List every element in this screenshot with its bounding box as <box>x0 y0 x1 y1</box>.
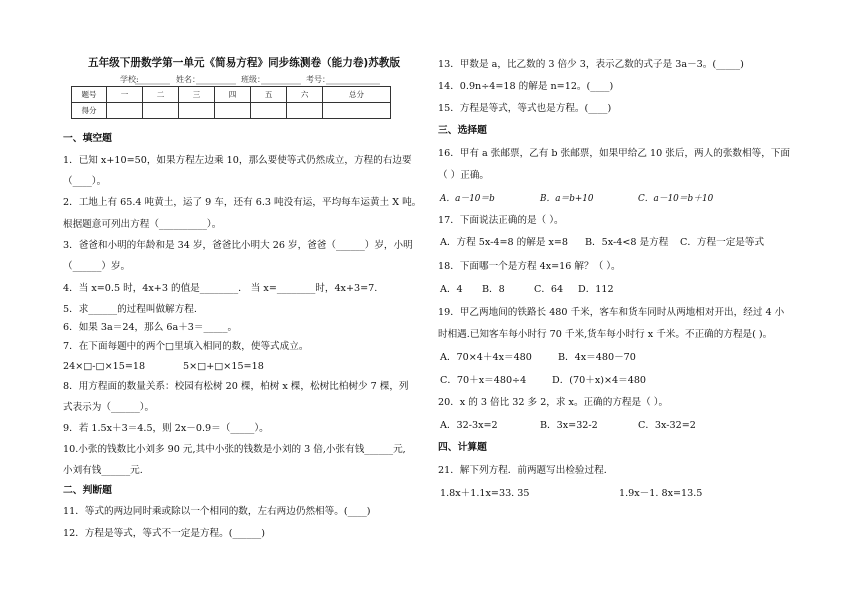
section-heading-choice: 三、选择题 <box>438 125 487 136</box>
name-field: 姓名： <box>176 75 200 84</box>
option-q16-b[interactable]: B．a＝b+10 <box>540 194 594 204</box>
question-line: 19．甲乙两地间的铁路长 480 千米，客车和货车同时从两地相对开出，经过 4 小 <box>438 307 785 318</box>
question-line: 15．方程是等式，等式也是方程。(____) <box>438 103 612 114</box>
class-field: 班级： <box>241 75 265 84</box>
question-line: 6．如果 3a＝24，那么 6a＋3＝_____。 <box>63 322 238 333</box>
question-line: 2．工地上有 65.4 吨黄土，运了 9 车，还有 6.3 吨没有运，平均每车运黄土 X 吨。 <box>63 197 422 208</box>
score-input-cell[interactable] <box>143 103 179 119</box>
question-line: 1．已知 x+10=50，如果方程左边乘 10，那么要使等式仍然成立，方程的右边要 <box>63 155 412 166</box>
exam-title: 五年级下册数学第一单元《简易方程》同步练测卷（能力卷)苏教版 <box>88 57 401 69</box>
exam-number-field: 考号： <box>306 75 330 84</box>
score-cell: 六 <box>287 87 323 103</box>
section-heading-judgment: 二、判断题 <box>63 485 112 496</box>
score-input-cell[interactable] <box>251 103 287 119</box>
option-q18-d[interactable]: D．112 <box>578 284 614 295</box>
score-table <box>71 86 391 119</box>
score-cell: 二 <box>143 87 179 103</box>
question-line: 17．下面说法正确的是（ ）。 <box>438 215 564 226</box>
question-line: 14．0.9n÷4=18 的解是 n=12。(____) <box>438 81 614 92</box>
option-q20-c[interactable]: C．3x-32=2 <box>638 420 696 431</box>
question-line: 5．求______的过程叫做解方程. <box>63 304 197 315</box>
question-line: 24×□-□×15=18 <box>63 361 146 372</box>
question-line: 21．解下列方程．前两题写出检验过程． <box>438 465 614 476</box>
option-q20-a[interactable]: A．32-3x=2 <box>440 420 498 431</box>
option-q19-b[interactable]: B．4x＝480－70 <box>558 352 636 363</box>
score-cell: 总分 <box>323 87 391 103</box>
option-q17-b[interactable]: B．5x-4<8 是方程 <box>585 237 669 248</box>
question-line: 13．甲数是 a，比乙数的 3 倍少 3，表示乙数的式子是 3a－3。(_____) <box>438 59 744 70</box>
question-line: 18．下面哪一个是方程 4x=16 解？（ ）。 <box>438 261 621 272</box>
school-field: 学校: <box>120 75 139 84</box>
question-line: 根据题意可列出方程（__________）。 <box>63 219 222 230</box>
option-q17-a[interactable]: A．方程 5x-4=8 的解是 x=8 <box>440 237 569 248</box>
score-input-cell[interactable] <box>215 103 251 119</box>
question-line: （____）。 <box>63 176 107 187</box>
question-line: 3．爸爸和小明的年龄和是 34 岁，爸爸比小明大 26 岁，爸爸（______）岁，小明 <box>63 240 413 251</box>
option-q18-b[interactable]: B．8 <box>482 284 505 295</box>
section-heading-fill-blank: 一、填空题 <box>63 133 112 144</box>
score-input-cell[interactable] <box>323 103 391 119</box>
question-line: 8．用方程面的数量关系：校园有松树 20 棵，柏树 x 棵，松树比柏树少 7 棵，列 <box>63 381 409 392</box>
question-line: （ ）正确。 <box>438 170 490 181</box>
option-q16-c[interactable]: C．a－10＝b＋10 <box>638 194 714 204</box>
score-cell: 四 <box>215 87 251 103</box>
question-line: 12．方程是等式，等式不一定是方程。(______) <box>63 528 265 539</box>
question-line: （______）岁。 <box>63 261 131 272</box>
option-q19-a[interactable]: A．70×4＋4x＝480 <box>440 352 532 363</box>
score-table-header-row <box>72 87 391 103</box>
option-q17-c[interactable]: C．方程一定是等式 <box>680 237 765 248</box>
score-cell: 三 <box>179 87 215 103</box>
score-input-cell[interactable] <box>179 103 215 119</box>
question-line: 小刘有钱______元. <box>63 465 143 476</box>
equation-1: 1.8x＋1.1x=33. 35 <box>440 488 530 499</box>
option-q16-a[interactable]: A．a－10＝b <box>440 194 495 204</box>
section-heading-calculation: 四、计算题 <box>438 442 487 453</box>
score-input-cell[interactable] <box>287 103 323 119</box>
question-line: 7．在下面每题中的两个□里填入相同的数，使等式成立。 <box>63 341 309 352</box>
question-line: 时相遇.已知客车每小时行 70 千米,货车每小时行 x 千米。不正确的方程是( )。 <box>438 329 773 340</box>
question-line: 5×□+□×15=18 <box>183 361 264 372</box>
question-line: 11．等式的两边同时乘或除以一个相同的数，左右两边仍然相等。(____) <box>63 506 371 517</box>
score-table-score-row <box>72 103 391 119</box>
question-line: 式表示为（______）。 <box>63 402 155 413</box>
question-line: 10.小张的钱数比小刘多 90 元,其中小张的钱数是小刘的 3 倍,小张有钱______元, <box>63 444 406 455</box>
question-line: 4．当 x=0.5 时，4x+3 的值是________． 当 x=________时，4x+3=7. <box>63 283 378 294</box>
question-line: 9．若 1.5x＋3＝4.5，则 2x－0.9＝（_____）。 <box>63 423 269 434</box>
score-cell: 五 <box>251 87 287 103</box>
option-q18-a[interactable]: A．4 <box>440 284 463 295</box>
score-cell: 题号 <box>72 87 107 103</box>
score-input-cell[interactable] <box>107 103 143 119</box>
option-q19-c[interactable]: C．70＋x＝480÷4 <box>440 375 527 386</box>
score-cell: 一 <box>107 87 143 103</box>
option-q18-c[interactable]: C．64 <box>534 284 564 295</box>
equation-2: 1.9x－1. 8x=13.5 <box>619 488 703 499</box>
question-line: 16．甲有 a 张邮票，乙有 b 张邮票，如果甲给乙 10 张后，两人的张数相等，下面 <box>438 148 790 159</box>
score-cell: 得分 <box>72 103 107 119</box>
option-q20-b[interactable]: B．3x=32-2 <box>540 420 598 431</box>
option-q19-d[interactable]: D．(70＋x)×4＝480 <box>552 375 647 386</box>
question-line: 20．x 的 3 倍比 32 多 2，求 x。正确的方程是（ ）。 <box>438 397 669 408</box>
